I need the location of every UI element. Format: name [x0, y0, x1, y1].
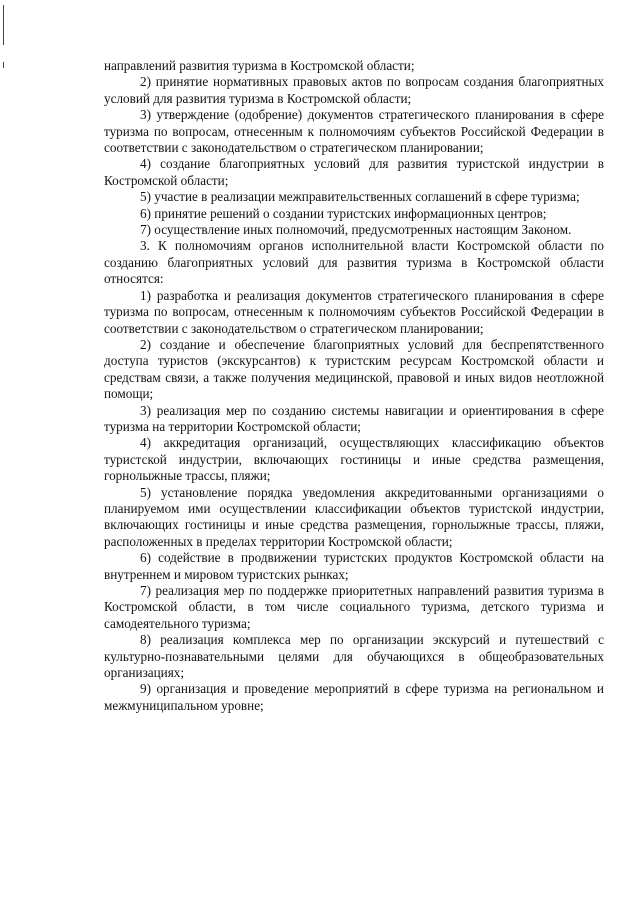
paragraph: 8) реализация комплекса мер по организации экскурсий и путешествий с культурно-познавательными целями для обучающихся в общеобразовательных организациях;	[104, 632, 604, 681]
paragraph: 6) содействие в продвижении туристских продуктов Костромской области на внутреннем и мировом туристских рынках;	[104, 550, 604, 582]
paragraph: 9) организация и проведение мероприятий в сфере туризма на региональном и межмуниципальном уровне;	[104, 681, 604, 713]
scan-edge-mark	[3, 62, 4, 68]
paragraph: 3) реализация мер по созданию системы навигации и ориентирования в сфере туризма на территории Костромской области;	[104, 402, 604, 434]
paragraph: направлений развития туризма в Костромской области;	[104, 58, 415, 73]
scan-edge-mark	[3, 5, 4, 45]
paragraph: 7) осуществление иных полномочий, предусмотренных настоящим Законом.	[140, 222, 572, 238]
document-body	[104, 58, 604, 714]
paragraph: 3. К полномочиям органов исполнительной власти Костромской области по созданию благоприятных условий для развития туризма в Костромской области относятся:	[104, 238, 604, 287]
paragraph: 4) создание благоприятных условий для развития туристской индустрии в Костромской области;	[104, 156, 604, 188]
paragraph: 3) утверждение (одобрение) документов стратегического планирования в сфере туризма по вопросам, отнесенным к полномочиям субъектов Российской Федерации в соответствии с законодательством о стратегическом планировании;	[104, 107, 604, 156]
paragraph: 5) участие в реализации межправительственных соглашений в сфере туризма;	[140, 189, 580, 205]
paragraph: 4) аккредитация организаций, осуществляющих классификацию объектов туристской индустрии, включающих гостиницы и иные средства размещения, горнолыжные трассы, пляжи;	[104, 435, 604, 484]
paragraph: 2) принятие нормативных правовых актов по вопросам создания благоприятных условий для развития туризма в Костромской области;	[104, 74, 604, 106]
paragraph: 2) создание и обеспечение благоприятных условий для беспрепятственного доступа туристов (экскурсантов) к туристским ресурсам Костромской области и средствам связи, а также получения медицинской, правовой и иных видов неотложной помощи;	[104, 336, 604, 402]
paragraph: 1) разработка и реализация документов стратегического планирования в сфере туризма по вопросам, отнесенным к полномочиям субъектов Российской Федерации в соответствии с законодательством о стратегическом планировании;	[104, 287, 604, 336]
paragraph: 6) принятие решений о создании туристских информационных центров;	[140, 205, 547, 221]
paragraph: 7) реализация мер по поддержке приоритетных направлений развития туризма в Костромской области, в том числе социального туризма, детского туризма и самодеятельного туризма;	[104, 583, 604, 631]
paragraph: 5) установление порядка уведомления аккредитованными организациями о планируемом ими осуществлении классификации объектов туристской индустрии, включающих гостиницы и иные средства размещения, горнолыжные трассы, пляжи, расположенных в пределах территории Костромской области;	[104, 484, 604, 549]
